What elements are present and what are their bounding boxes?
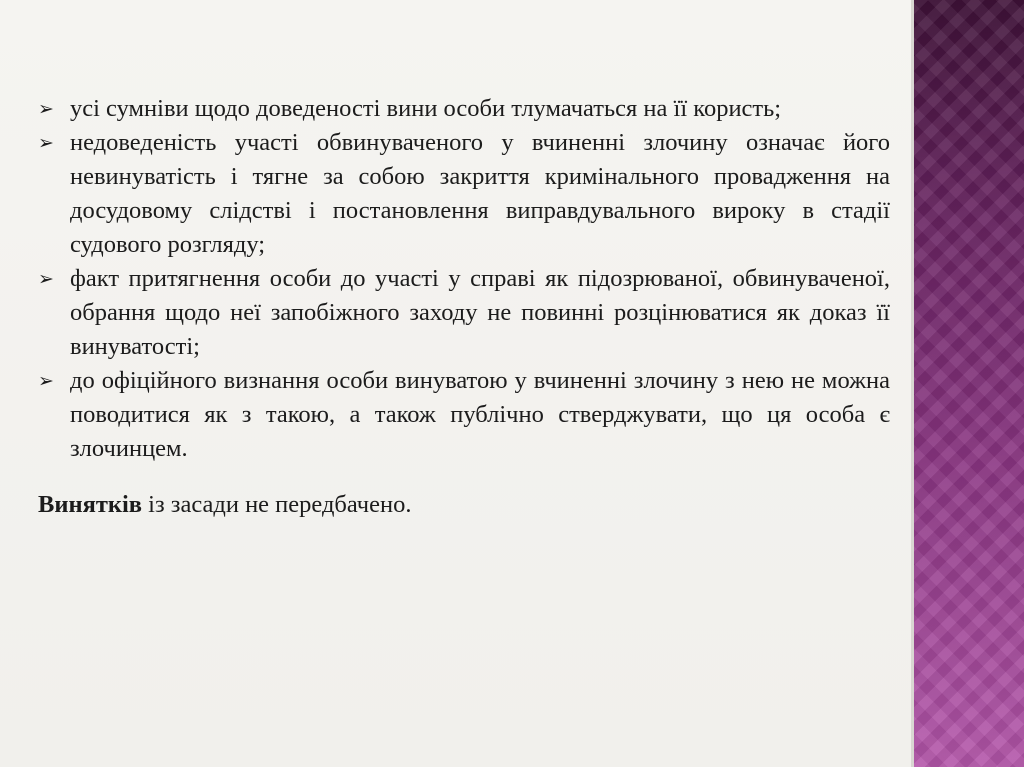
list-item [38,364,890,466]
bullet-text: до офіційного визнання особи винуватою у вчиненні злочину з нею не можна поводитися як з такою, а також публічно стверджувати, що ця особа є злочинцем. [70,367,890,462]
list-item [38,126,890,262]
bullet-text: усі сумніви щодо доведеності вини особи тлумачаться на її користь; [70,95,782,122]
arrow-bullet-icon: ➢ [38,98,54,120]
arrow-bullet-icon: ➢ [38,370,54,392]
footer-statement [38,488,890,522]
decorative-side-band [914,0,1024,767]
arrow-bullet-icon: ➢ [38,268,54,290]
arrow-bullet-icon: ➢ [38,132,54,154]
bullet-text: факт притягнення особи до участі у справі як підозрюваної, обвинуваченої, обрання щодо неї запобіжного заходу не повинні розцінюватися як доказ її винуватості; [70,265,890,360]
footer-bold-word: Винятків [38,491,143,518]
bullet-text: недоведеність участі обвинуваченого у вчиненні злочину означає його невинуватість і тягне за собою закриття кримінального провадження на досудовому слідстві і постановлення виправдувального вироку в стадії судового розгляду; [70,129,890,258]
slide-content [38,92,890,522]
bullet-list [38,92,890,466]
list-item [38,262,890,364]
footer-rest-text: із засади не передбачено. [142,491,412,518]
list-item [38,92,890,126]
